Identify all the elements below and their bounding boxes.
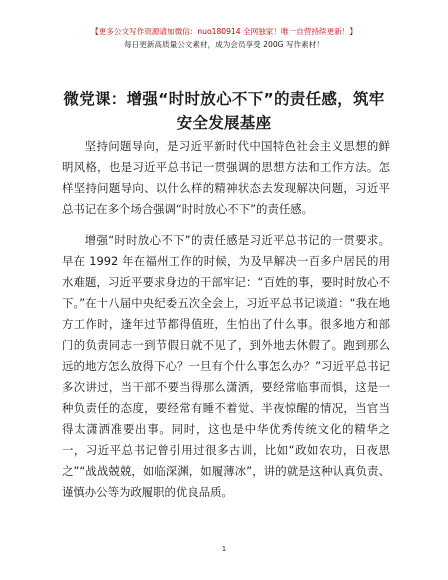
paragraph-2: 增强“时时放心不下”的责任感是习近平总书记的一贯要求。早在 1992 年在福州工作的时候，为及早解决一百多户居民的用水难题，习近平要求身边的干部牢记：“百姓的事，要时时放心不下。”在十八届中央纪委五次全会上，习近平总书记谈道：“我在地方工作时，逢年过节都得值班，生怕出了什么事。很多地方和部门的负责同志一到节假日就不见了，到外地去休假了。跑到那么远的地方怎么放得下心？一旦有个什么事怎么办？”习近平总书记多次讲过，当干部不要当得那么潇洒，要经常临事而惧，这是一种负责任的态度，要经常有睡不着觉、半夜惊醒的情况，当官当得太潇洒准要出事。同时，这也是中华优秀传统文化的精华之一，习近平总书记曾引用过很多古训，比如“政如农功，日夜思之”“战战兢兢，如临深渊，如履薄冰”，讲的就是这种认真负责、谨慎办公等为政履职的优良品质。 — [62, 233, 390, 499]
paragraph-1: 坚持问题导向，是习近平新时代中国特色社会主义思想的鲜明风格，也是习近平总书记一贯强调的思想方法和工作方法。怎样坚持问题导向、以什么样的精神状态去发现解决问题，习近平总书记在多个场合强调“时时放心不下”的责任感。 — [62, 139, 390, 216]
document-body — [62, 136, 390, 503]
promo-banner-line-2: 每日更新高质量公文素材，成为会员享受 200G 写作素材！ — [124, 40, 324, 49]
document-title: 微党课：增强“时时放心不下”的责任感，筑牢安全发展基座 — [63, 90, 385, 132]
page-number: 1 — [221, 545, 227, 553]
promo-banner-line-1: 【更多公文写作资源请加微信：nuo180914 全网独家！唯一自营持续更新！】 — [91, 27, 357, 36]
